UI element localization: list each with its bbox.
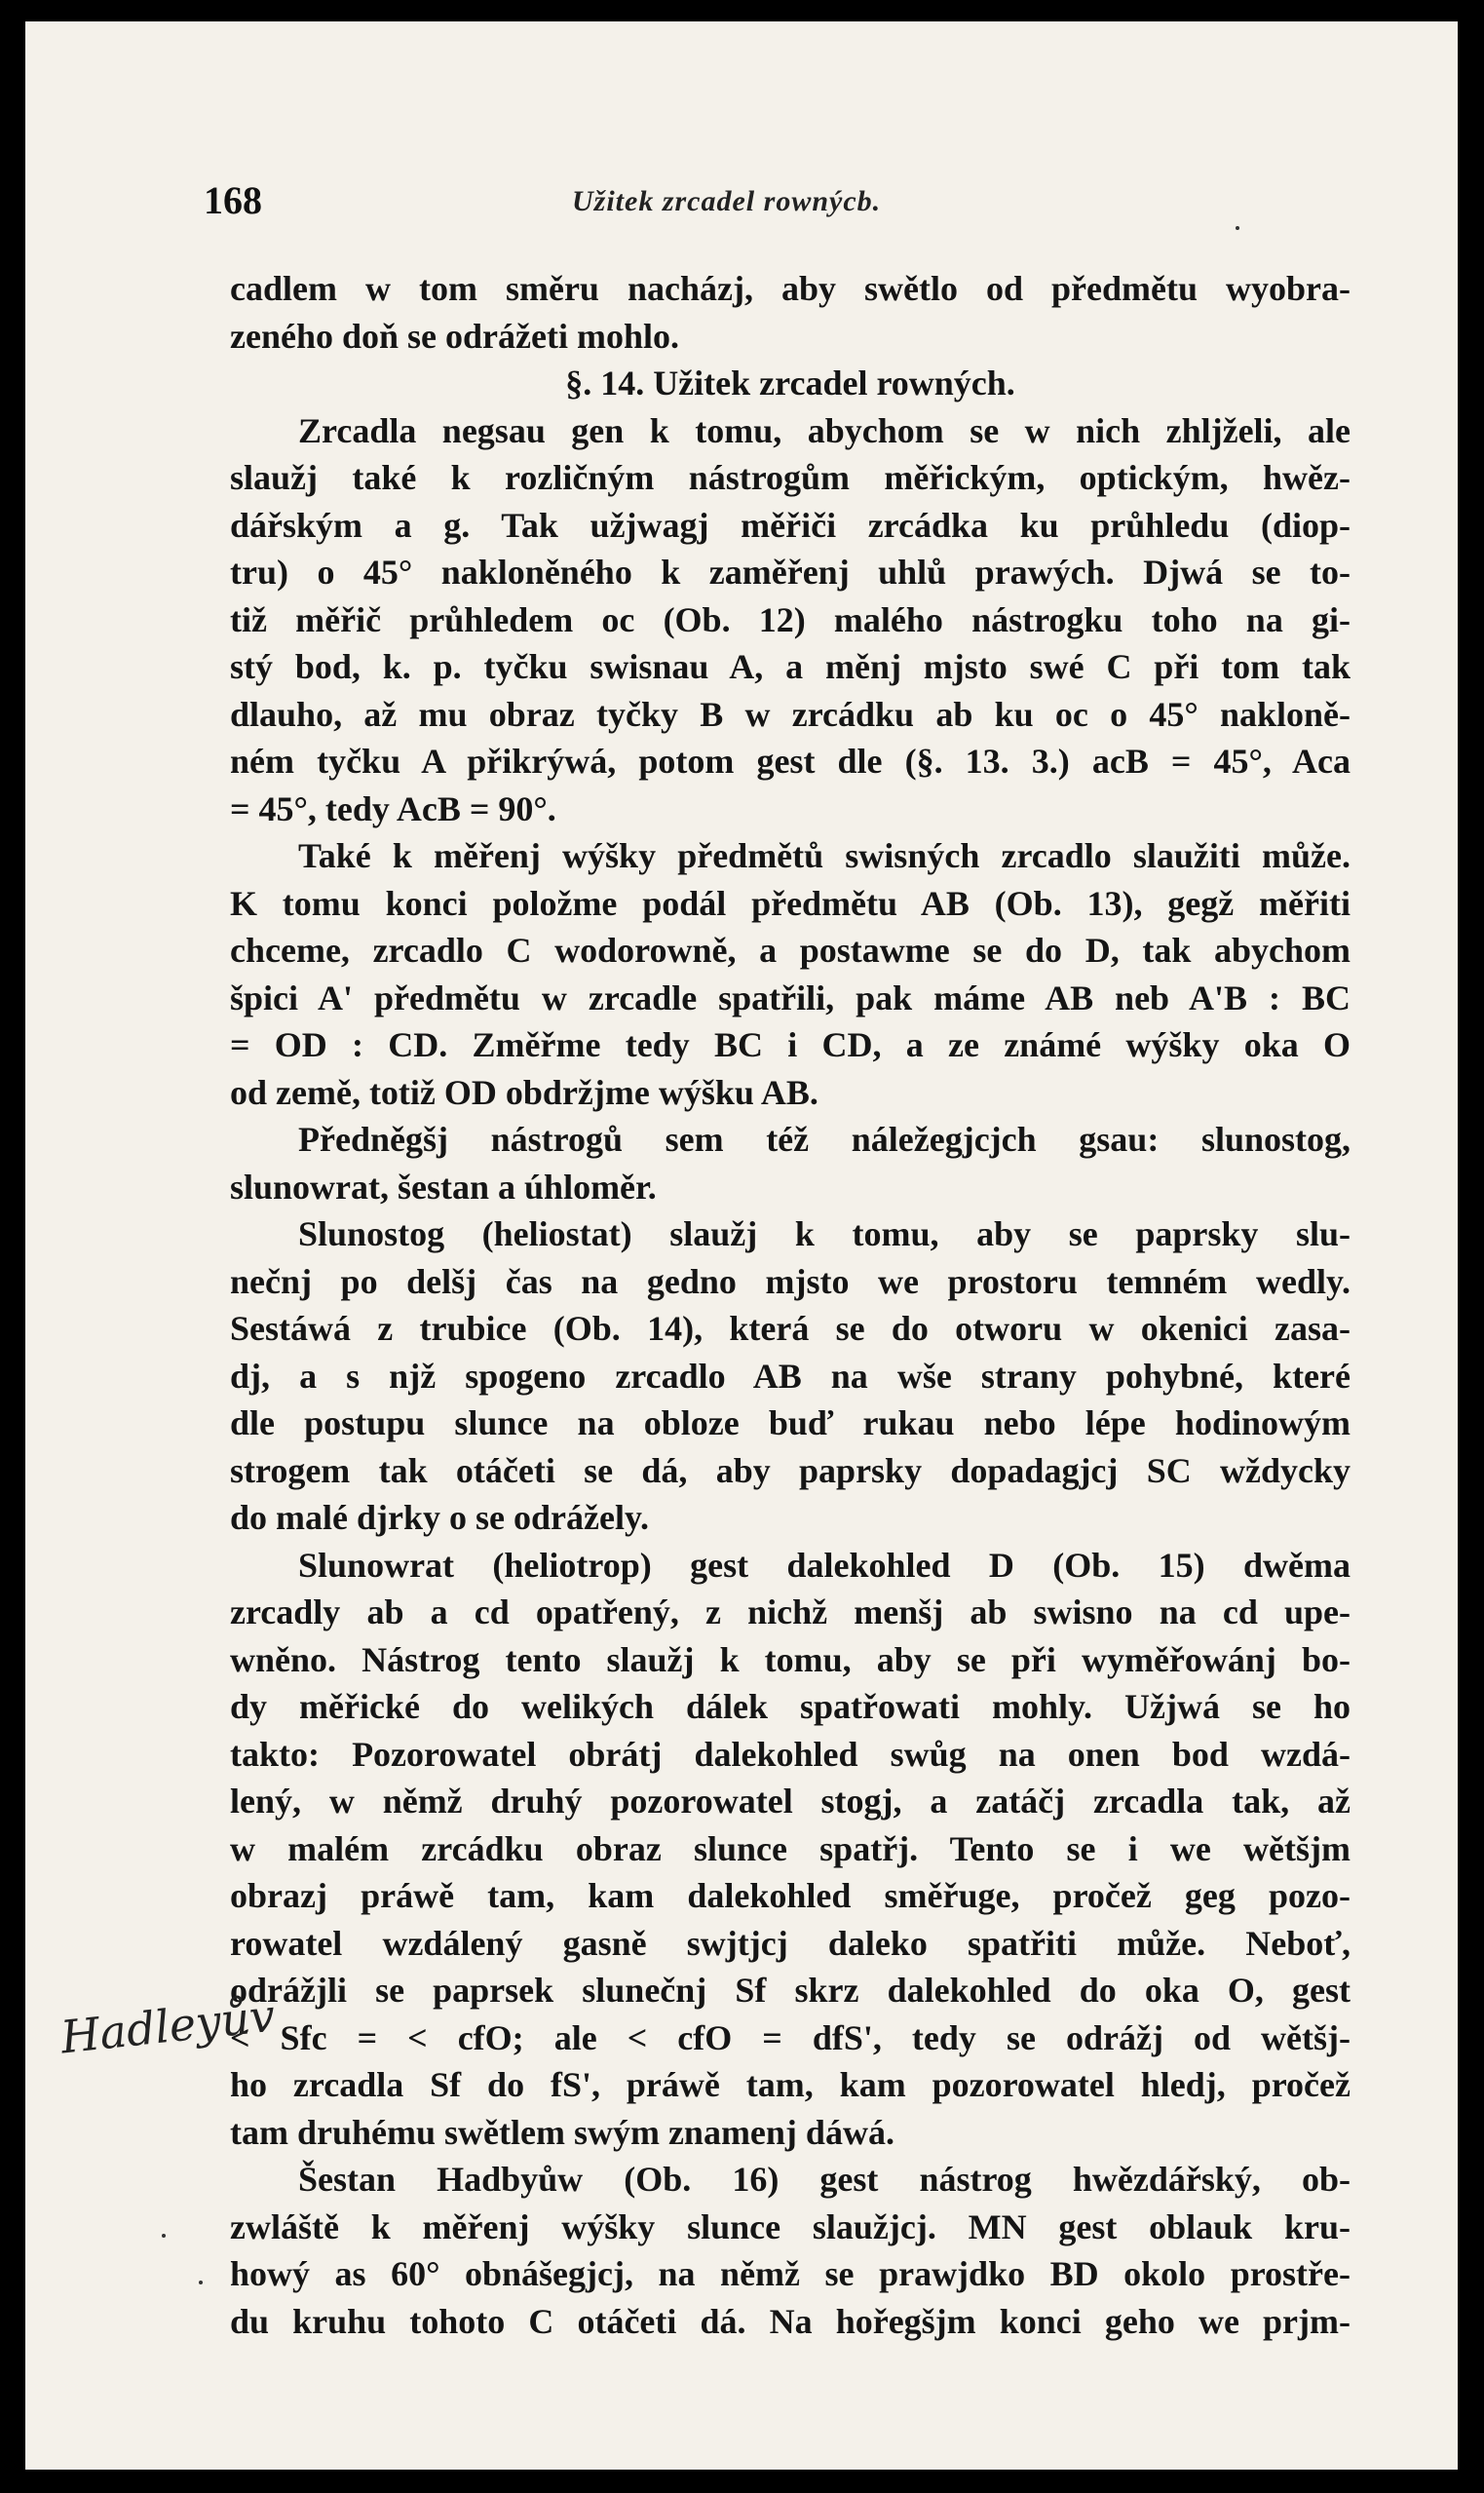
text-line: howý as 60° obnášegjcj, na němž se prawjdko BD okolo prostře- bbox=[230, 2254, 1351, 2293]
text-line: slaužj také k rozličným nástrogům měřickým, optickým, hwěz- bbox=[230, 458, 1351, 497]
text-line: du kruhu tohoto C otáčeti dá. Na hořegšjm konci geho we prjm- bbox=[230, 2301, 1351, 2341]
text-line: obrazj práwě tam, kam dalekohled směřuge, pročež geg pozo- bbox=[230, 1876, 1351, 1915]
text-line: slunowrat, šestan a úhloměr. bbox=[230, 1167, 657, 1207]
text-line: zeného doň se odrážeti mohlo. bbox=[230, 316, 679, 356]
text-line: od země, totiž OD obdržjme wýšku AB. bbox=[230, 1072, 818, 1112]
text-line: Sestáwá z trubice (Ob. 14), která se do otworu w okenici zasa- bbox=[230, 1309, 1351, 1348]
text-line: nečnj po delšj čas na gedno mjsto we prostoru temném wedly. bbox=[230, 1261, 1351, 1301]
text-line: Zrcadla negsau gen k tomu, abychom se w nich zhljželi, ale bbox=[298, 410, 1351, 450]
text-line: = 45°, tedy AcB = 90°. bbox=[230, 788, 556, 828]
text-line: Slunowrat (heliotrop) gest dalekohled D (Ob. 15) dwěma bbox=[298, 1545, 1351, 1585]
text-line: dlauho, až mu obraz tyčky B w zrcádku ab ku oc o 45° nakloně- bbox=[230, 694, 1351, 734]
body-text bbox=[230, 265, 1351, 2345]
text-line: takto: Pozorowatel obrátj dalekohled swůg na onen bod wzdá- bbox=[230, 1734, 1351, 1774]
scan-speck bbox=[162, 2234, 166, 2238]
book-page bbox=[25, 21, 1458, 2470]
text-line: Šestan Hadbyůw (Ob. 16) gest nástrog hwězdářský, ob- bbox=[298, 2160, 1351, 2199]
text-line: §. 14. Užitek zrcadel rowných. bbox=[565, 364, 1015, 403]
text-line: cadlem w tom směru nacházj, aby swětlo od předmětu wyobra- bbox=[230, 269, 1351, 308]
text-line: chceme, zrcadlo C wodorowně, a postawme se do D, tak abychom bbox=[230, 931, 1351, 970]
text-line: w malém zrcádku obraz slunce spatřj. Tento se i we wětšjm bbox=[230, 1828, 1351, 1868]
handwritten-note: Hadleyův bbox=[57, 1988, 278, 2064]
scan-speck bbox=[199, 2281, 203, 2284]
text-line: tiž měřič průhledem oc (Ob. 12) malého nástrogku toho na gi- bbox=[230, 599, 1351, 639]
text-line: Také k měřenj wýšky předmětů swisných zrcadlo slaužiti může. bbox=[298, 836, 1351, 875]
text-line: stý bod, k. p. tyčku swisnau A, a měnj mjsto swé C při tom tak bbox=[230, 647, 1351, 686]
text-line: dy měřické do welikých dálek spatřowati mohly. Užjwá se ho bbox=[230, 1687, 1351, 1726]
running-head bbox=[204, 177, 1353, 236]
text-line: odrážjli se paprsek slunečnj Sf skrz dalekohled do oka O, gest bbox=[230, 1971, 1351, 2010]
text-line: do malé djrky o se odrážely. bbox=[230, 1498, 649, 1537]
text-line: = OD : CD. Změřme tedy BC i CD, a ze známé wýšky oka O bbox=[230, 1025, 1351, 1064]
text-line: dářským a g. Tak užjwagj měřiči zrcádka ku průhledu (diop- bbox=[230, 505, 1351, 545]
text-line: strogem tak otáčeti se dá, aby paprsky dopadagjcj SC wždycky bbox=[230, 1450, 1351, 1490]
text-line: špici A' předmětu w zrcadle spatřili, pak máme AB neb A'B : BC bbox=[230, 978, 1351, 1017]
text-line: tam druhému swětlem swým znamenj dáwá. bbox=[230, 2112, 894, 2152]
page-number: 168 bbox=[204, 178, 262, 222]
text-line: rowatel wzdálený gasně swjtjcj daleko spatřiti může. Neboť, bbox=[230, 1923, 1351, 1963]
text-line: lený, w němž druhý pozorowatel stogj, a zatáčj zrcadla tak, až bbox=[230, 1782, 1351, 1821]
text-line: < Sfc = < cfO; ale < cfO = dfS', tedy se odrážj od wětšj- bbox=[230, 2017, 1351, 2057]
text-line: K tomu konci položme podál předmětu AB (Ob. 13), gegž měřiti bbox=[230, 883, 1351, 923]
text-line: dle postupu slunce na obloze buď rukau nebo lépe hodinowým bbox=[230, 1403, 1351, 1442]
text-line: Slunostog (heliostat) slaužj k tomu, aby se paprsky slu- bbox=[298, 1214, 1351, 1253]
text-line: wněno. Nástrog tento slaužj k tomu, aby se při wyměřowánj bo- bbox=[230, 1639, 1351, 1679]
text-line: Předněgšj nástrogů sem též náležegjcjch gsau: slunostog, bbox=[298, 1120, 1351, 1159]
text-line: dj, a s njž spogeno zrcadlo AB na wše strany pohybné, které bbox=[230, 1356, 1351, 1396]
text-line: zwláště k měřenj wýšky slunce slaužjcj. MN gest oblauk kru- bbox=[230, 2206, 1351, 2246]
text-line: ném tyčku A přikrýwá, potom gest dle (§. 13. 3.) acB = 45°, Aca bbox=[230, 742, 1351, 781]
running-title: Užitek zrcadel rownýcb. bbox=[572, 185, 882, 217]
text-line: ho zrcadla Sf do fS', práwě tam, kam pozorowatel hledj, pročež bbox=[230, 2065, 1351, 2104]
scan-speck bbox=[1236, 226, 1239, 230]
text-line: tru) o 45° nakloněného k zaměřenj uhlů prawých. Djwá se to- bbox=[230, 553, 1351, 592]
text-line: zrcadly ab a cd opatřený, z nichž menšj ab swisno na cd upe- bbox=[230, 1592, 1351, 1631]
